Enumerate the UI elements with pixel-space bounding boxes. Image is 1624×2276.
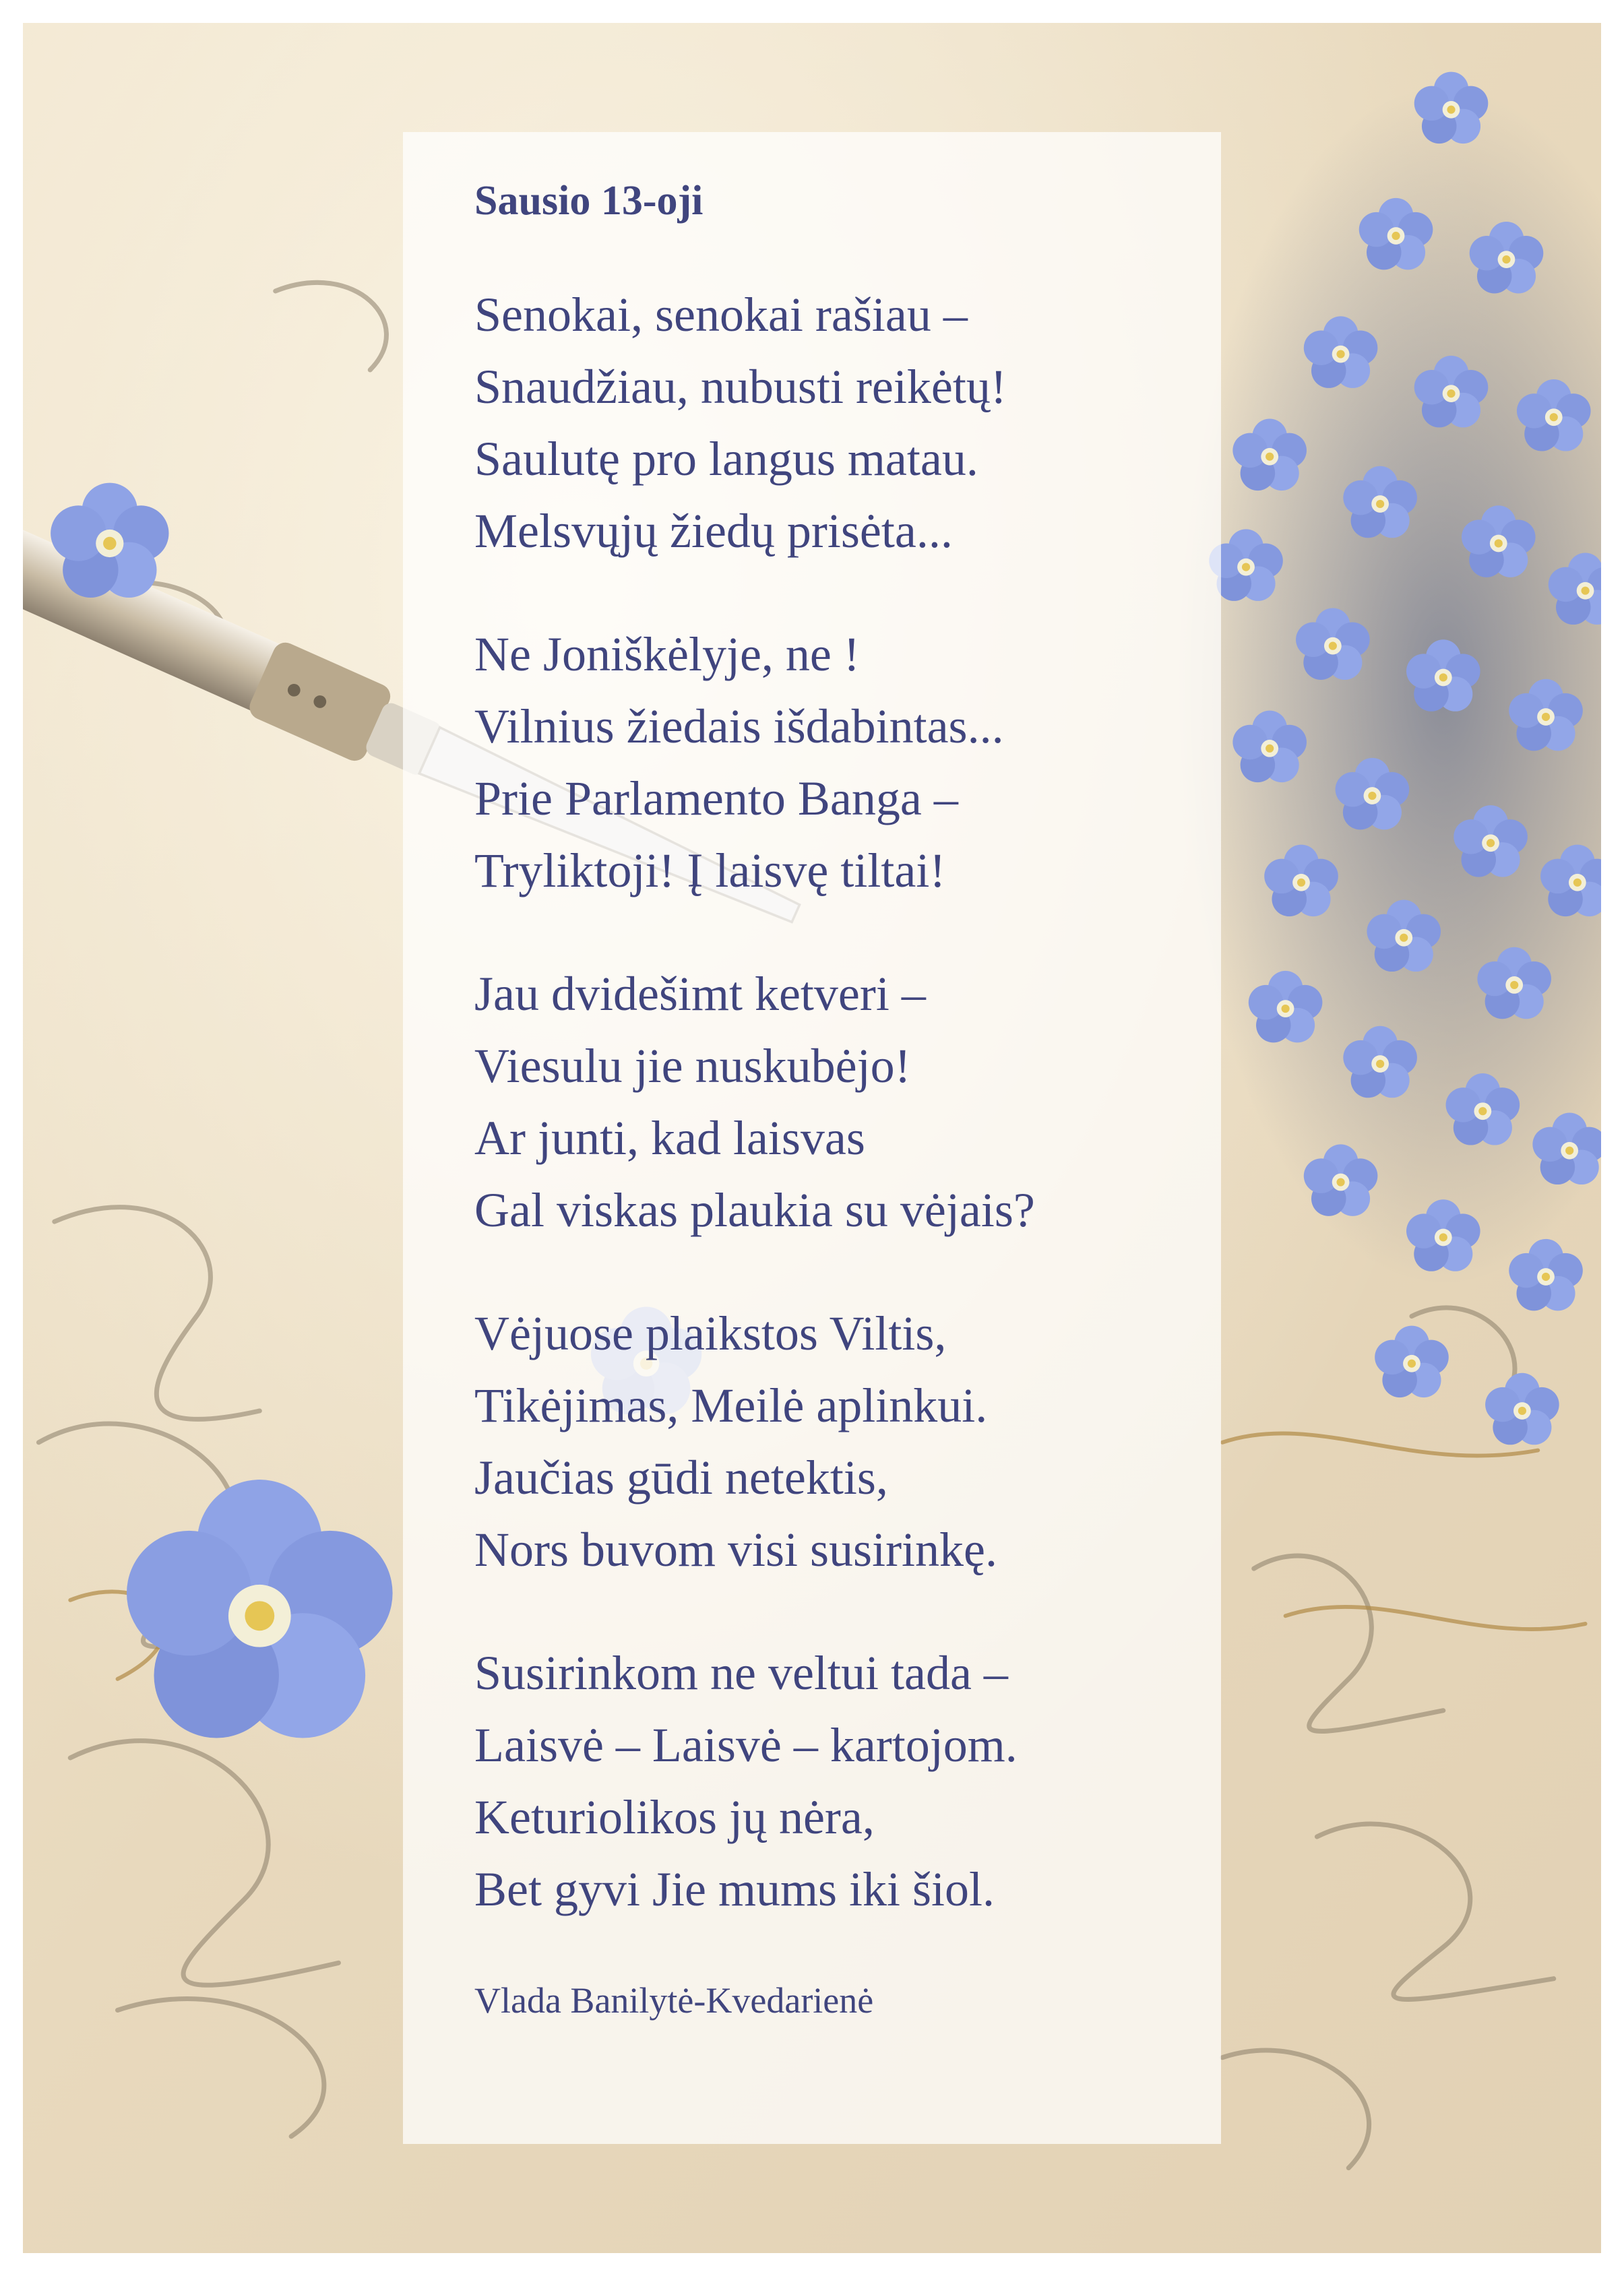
poem-panel <box>403 132 1221 2144</box>
stanza <box>474 1637 1221 1926</box>
poem-title: Sausio 13-oji <box>474 178 704 224</box>
poem-line: Susirinkom ne veltui tada – <box>474 1646 1008 1700</box>
poem-line: Laisvė – Laisvė – kartojom. <box>474 1718 1018 1772</box>
poem-line: Bet gyvi Jie mums iki šiol. <box>474 1862 995 1916</box>
poem-line: Melsvųjų žiedų prisėta... <box>474 504 953 558</box>
poem-line: Ne Joniškėlyje, ne ! <box>474 627 860 681</box>
poem-line: Nors buvom visi susirinkę. <box>474 1523 998 1577</box>
poem-line: Snaudžiau, nubusti reikėtų! <box>474 360 1007 414</box>
poem-line: Keturiolikos jų nėra, <box>474 1790 875 1844</box>
stanza <box>474 958 1221 1246</box>
poem-line: Jau dvidešimt ketveri – <box>474 967 926 1021</box>
poem-line: Viesulu jie nuskubėjo! <box>474 1039 911 1093</box>
poem-line: Saulutę pro langus matau. <box>474 432 978 486</box>
poem-line: Senokai, senokai rašiau – <box>474 288 968 342</box>
poem-line: Tryliktoji! Į laisvę tiltai! <box>474 844 946 897</box>
stanza <box>474 279 1221 567</box>
stanza <box>474 1298 1221 1586</box>
stanza <box>474 619 1221 907</box>
poem-author: Vlada Banilytė-Kvedarienė <box>474 1980 874 2021</box>
poem-line: Jaučias gūdi netektis, <box>474 1451 888 1505</box>
poem-line: Gal viskas plaukia su vėjais? <box>474 1183 1035 1237</box>
poem-line: Prie Parlamento Banga – <box>474 771 958 825</box>
poem-line: Vėjuose plaikstos Viltis, <box>474 1306 947 1360</box>
poem-line: Tikėjimas, Meilė aplinkui. <box>474 1379 988 1432</box>
poem-line: Vilnius žiedais išdabintas... <box>474 699 1004 753</box>
poem-line: Ar junti, kad laisvas <box>474 1111 865 1165</box>
